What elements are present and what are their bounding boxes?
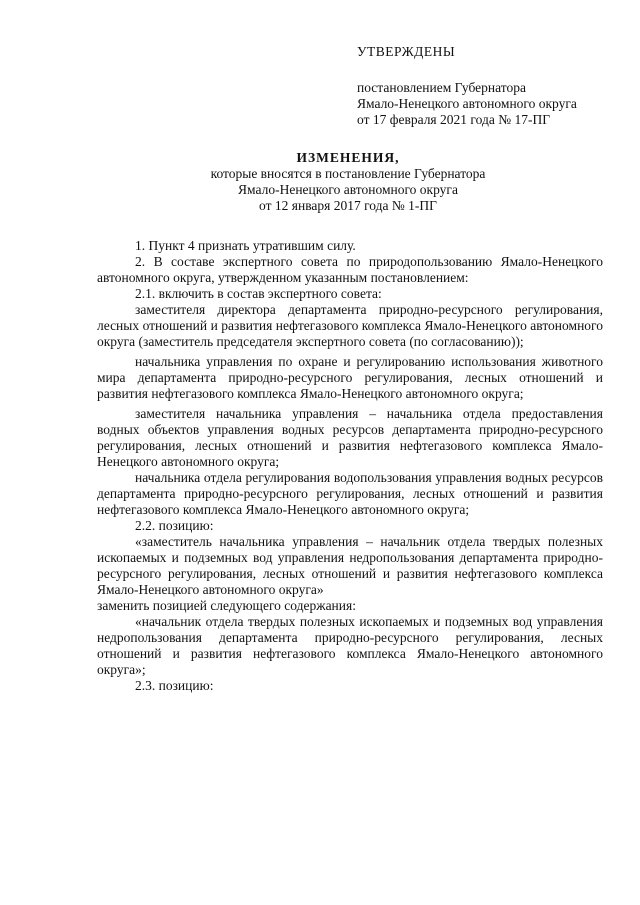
title-line-2: Ямало-Ненецкого автономного округа <box>238 182 458 197</box>
paragraph-2-1: 2.1. включить в состав экспертного совета: <box>135 286 382 301</box>
paragraph-2-3: 2.3. позицию: <box>135 678 214 693</box>
paragraph-member-2: начальника управления по охране и регулированию использования животного мира департамента природно-ресурсного регулирования, лесных отношений и развития нефтегазового комплекса Ямало-Ненецкого автономного округа; <box>97 354 603 401</box>
paragraph-replace: заменить позицией следующего содержания: <box>97 598 356 613</box>
paragraph-new-position: «начальник отдела твердых полезных ископаемых и подземных вод управления недропользования департамента природно-ресурсного регулирования, лесных отношений и развития нефтегазового комплекса Ямало-Ненецкого автономного округа»; <box>97 614 603 677</box>
approval-line-1: постановлением Губернатора <box>357 80 526 95</box>
paragraph-2-2: 2.2. позицию: <box>135 518 214 533</box>
paragraph-2: 2. В составе экспертного совета по природопользованию Ямало-Ненецкого автономного округа, утвержденном указанным постановлением: <box>97 254 603 285</box>
document-body <box>97 238 603 694</box>
approval-line-2: Ямало-Ненецкого автономного округа <box>357 96 577 111</box>
approval-header: УТВЕРЖДЕНЫ <box>357 44 456 59</box>
approval-line-3: от 17 февраля 2021 года № 17-ПГ <box>357 112 550 127</box>
paragraph-member-4: начальника отдела регулирования водопользования управления водных ресурсов департамента природно-ресурсного регулирования, лесных отношений и развития нефтегазового комплекса Ямало-Ненецкого автономного округа; <box>97 470 603 517</box>
paragraph-member-1: заместителя директора департамента природно-ресурсного регулирования, лесных отношений и развития нефтегазового комплекса Ямало-Ненецкого автономного округа (заместитель председателя экспертного совета (по согласованию)); <box>97 302 603 349</box>
document-title <box>97 150 599 214</box>
approval-stamp <box>357 44 617 128</box>
title-heading: ИЗМЕНЕНИЯ, <box>296 150 400 165</box>
title-line-1: которые вносятся в постановление Губернатора <box>210 166 486 181</box>
paragraph-member-3: заместителя начальника управления – начальника отдела предоставления водных объектов управления водных ресурсов департамента природно-ресурсного регулирования, лесных отношений и развития нефтегазового комплекса Ямало-Ненецкого автономного округа; <box>97 406 603 469</box>
paragraph-old-position: «заместитель начальника управления – начальник отдела твердых полезных ископаемых и подземных вод управления недропользования департамента природно-ресурсного регулирования, лесных отношений и развития нефтегазового комплекса Ямало-Ненецкого автономного округа» <box>97 534 603 597</box>
title-line-3: от 12 января 2017 года № 1-ПГ <box>259 198 437 213</box>
paragraph-1: 1. Пункт 4 признать утратившим силу. <box>135 238 356 253</box>
